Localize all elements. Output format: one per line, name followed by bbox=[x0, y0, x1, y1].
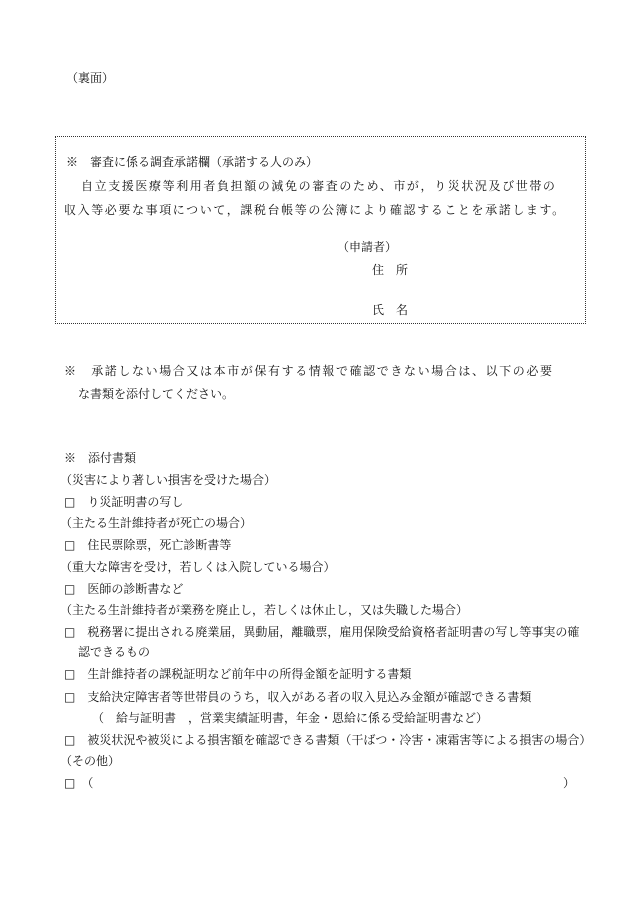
consent-heading: ※ 審査に係る調査承諾欄（承諾する人のみ） bbox=[66, 155, 319, 169]
applicant-label: （申請者） bbox=[337, 240, 398, 254]
address-label: 住 所 bbox=[372, 263, 409, 277]
list-item: （重大な障害を受け，若しくは入院している場合） bbox=[60, 560, 336, 574]
list-item: □ 支給決定障害者等世帯員のうち，収入がある者の収入見込み金額が確認できる書類 bbox=[64, 690, 532, 704]
list-item: □ り災証明書の写し bbox=[64, 495, 184, 509]
closing-paren: ） bbox=[563, 776, 576, 790]
list-item: □ 被災状況や被災による損害額を確認できる書類（干ばつ・冷害・凍霜害等による損害の場合） bbox=[64, 733, 592, 747]
list-item: （その他） bbox=[60, 754, 121, 768]
attachments-heading: ※ 添付書類 bbox=[64, 451, 137, 465]
name-label: 氏 名 bbox=[372, 303, 409, 317]
list-item: （主たる生計維持者が死亡の場合） bbox=[60, 516, 253, 530]
notice-line1: ※ 承諾しない場合又は本市が保有する情報で確認できない場合は、以下の必要 bbox=[64, 364, 554, 378]
list-item: （ 給与証明書 ，営業実績証明書，年金・恩給に係る受給証明書など） bbox=[92, 711, 489, 725]
list-item: □ （ bbox=[64, 776, 94, 790]
list-item: （主たる生計維持者が業務を廃止し，若しくは休止し，又は失職した場合） bbox=[60, 603, 469, 617]
list-item: □ 生計維持者の課税証明など前年中の所得金額を証明する書類 bbox=[64, 667, 412, 681]
consent-body-line1: 自立支援医療等利用者負担額の減免の審査のため、市が，り災状況及び世帯の bbox=[81, 179, 557, 193]
list-item: □ 税務署に提出される廃業届，異動届，離職票，雇用保険受給資格者証明書の写し等事実の確 bbox=[64, 625, 580, 639]
notice-line2: な書類を添付してください。 bbox=[78, 387, 235, 401]
list-item: □ 医師の診断書など bbox=[64, 582, 184, 596]
page-label: （裏面） bbox=[66, 71, 115, 85]
consent-body-line2: 収入等必要な事項について，課税台帳等の公簿により確認することを承諾します。 bbox=[64, 203, 566, 217]
list-item: □ 住民票除票，死亡診断書等 bbox=[64, 538, 232, 552]
list-item: （災害により著しい損害を受けた場合） bbox=[60, 473, 277, 487]
list-item: 認できるもの bbox=[78, 645, 151, 659]
